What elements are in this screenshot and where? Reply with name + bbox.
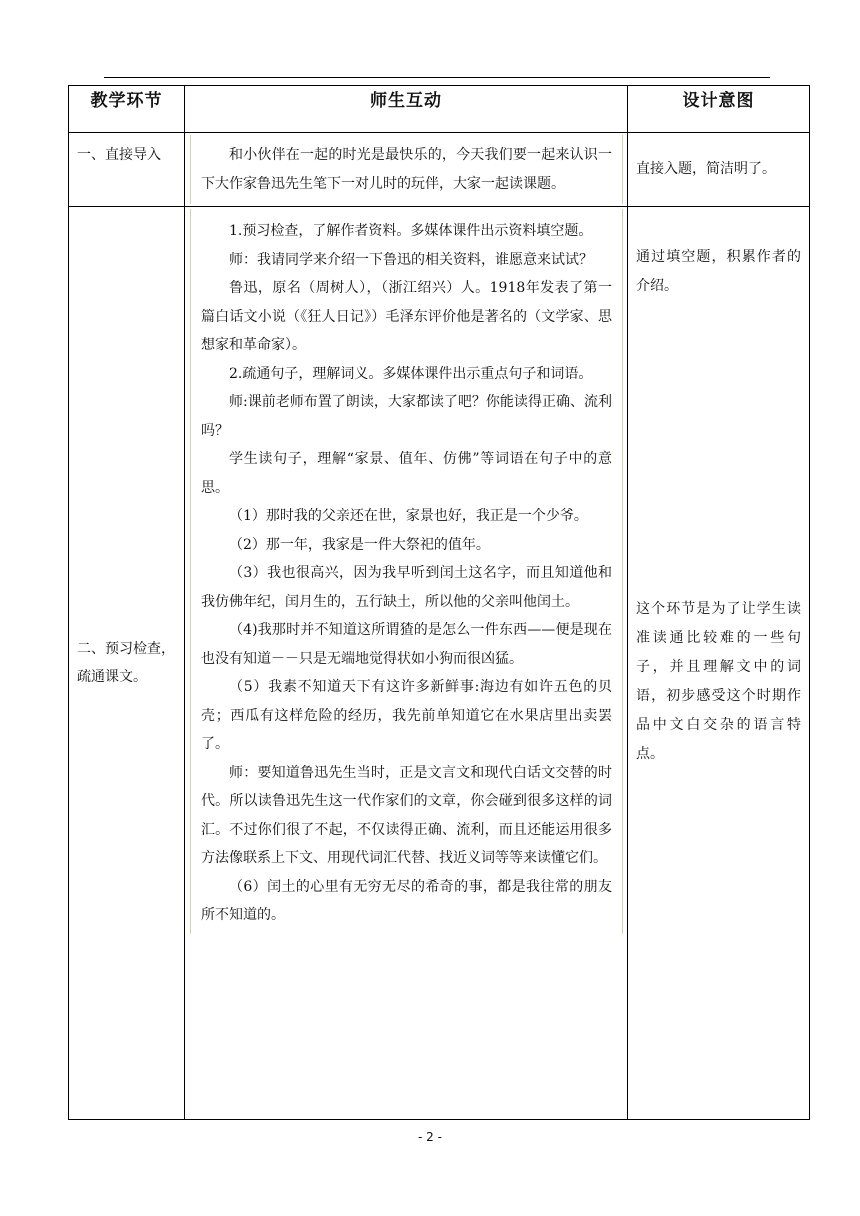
stage-label: 一、直接导入 — [77, 147, 161, 163]
table-row — [69, 207, 810, 1120]
table-header-row — [69, 86, 810, 133]
paragraph: 师:课前老师布置了朗读，大家都读了吧？你能读得正确、流利吗？ — [201, 394, 612, 439]
paragraph: 学生读句子，理解“家景、值年、仿佛”等词语在句子中的意思。 — [201, 451, 612, 496]
interaction-paragraph: 和小伙伴在一起的时光是最快乐的，今天我们要一起来认识一下大作家鲁迅先生笔下一对儿时的玩伴，大家一起读课题。 — [201, 147, 612, 192]
intent-text-1: 通过填空题，积累作者的介绍。 — [636, 249, 801, 294]
paragraph: （1）那时我的父亲还在世，家景也好，我正是一个少爷。 — [229, 508, 588, 524]
stage-cell — [69, 133, 185, 207]
interaction-content — [190, 135, 623, 204]
paragraph: 鲁迅，原名（周树人），（浙江绍兴）人。1918年发表了第一篇白话文小说（《狂人日记》）毛泽东评价他是著名的（文学家、思想家和革命家）。 — [201, 280, 612, 353]
intent-text-2: 这个环节是为了让学生读准读通比较难的一些句子，并且理解文中的词语，初步感受这个时期作品中文白交杂的语言特点。 — [636, 601, 801, 762]
paragraph: 师：要知道鲁迅先生当时，正是文言文和现代白话文交替的时代。所以读鲁迅先生这一代作家们的文章，你会碰到很多这样的词汇。不过你们很了不起，不仅读得正确、流利，而且还能运用很多方法像联系上下文、用现代词汇代替、找近义词等等来读懂它们。 — [201, 764, 612, 866]
paragraph: （6）闰土的心里有无穷无尽的希奇的事，都是我往常的朋友所不知道的。 — [201, 878, 612, 923]
intent-cell — [628, 207, 810, 1120]
paragraph: （2）那一年，我家是一件大祭祀的值年。 — [229, 536, 490, 553]
lesson-plan-table — [68, 85, 810, 1120]
paragraph: 1.预习检查，了解作者资料。多媒体课件出示资料填空题。 — [229, 223, 593, 239]
stage-cell — [69, 207, 185, 1120]
paragraph: 2.疏通句子，理解词义。多媒体课件出示重点句子和词语。 — [229, 365, 593, 382]
interaction-cell — [185, 133, 628, 207]
paragraph: （5）我素不知道天下有这许多新鲜事:海边有如许五色的贝壳；西瓜有这样危险的经历，我先前单知道它在水果店里出卖罢了。 — [201, 679, 612, 752]
paragraph: 师：我请同学来介绍一下鲁迅的相关资料，谁愿意来试试？ — [229, 251, 593, 268]
intent-text: 直接入题，简洁明了。 — [636, 161, 776, 177]
paragraph: （4)我那时并不知道这所谓猹的是怎么一件东西——便是现在也没有知道－－只是无端地觉得状如小狗而很凶猛。 — [201, 622, 612, 667]
table-row — [69, 133, 810, 207]
intent-cell — [628, 133, 810, 207]
page-number: - 2 - — [418, 1130, 442, 1144]
interaction-cell — [185, 207, 628, 1120]
header-rule — [104, 77, 770, 78]
paragraph: （3）我也很高兴，因为我早听到闰土这名字，而且知道他和我仿佛年纪，闰月生的，五行缺土，所以他的父亲叫他闰土。 — [201, 565, 612, 610]
header-intent: 设计意图 — [628, 86, 810, 133]
header-interaction: 师生互动 — [185, 86, 628, 133]
stage-label: 二、预习检查，疏通课文。 — [77, 641, 175, 685]
interaction-content — [190, 209, 623, 934]
header-stage: 教学环节 — [69, 86, 185, 133]
